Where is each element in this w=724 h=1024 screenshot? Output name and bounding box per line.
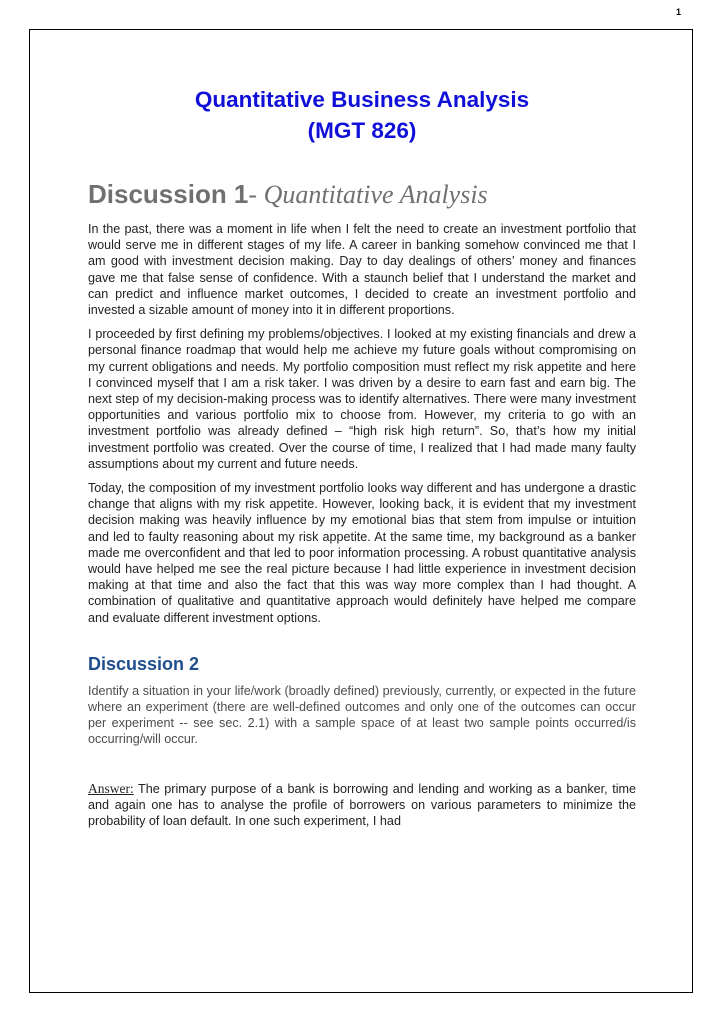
discussion1-heading-text: Discussion 1 <box>88 179 249 209</box>
discussion1-paragraph-1: In the past, there was a moment in life when I felt the need to create an investment portfolio that would serve me in different stages of my life. A career in banking somehow convinced me that I am good with investment decision making. Day to day dealings of others’ money and finances gave me that false sense of confidence. With a staunch belief that I understand the market and can predict and influence market outcomes, I decided to create an investment portfolio and invested a sizable amount of money into it in different proportions. <box>88 222 636 318</box>
discussion1-heading <box>88 179 636 210</box>
discussion1-subheading: - Quantitative Analysis <box>248 180 488 209</box>
document-body <box>88 84 636 829</box>
document-title-line1: Quantitative Business Analysis <box>194 87 530 112</box>
discussion2-heading: Discussion 2 <box>88 653 200 674</box>
answer-text: The primary purpose of a bank is borrowing and lending and working as a banker, time and again one has to analyse the profile of borrowers on various parameters to minimize the probability of loan default. In one such experiment, I had <box>88 781 636 829</box>
answer-label: Answer: <box>88 780 134 796</box>
discussion2-question: Identify a situation in your life/work (broadly defined) previously, currently, or expected in the future where an experiment (there are well-defined outcomes and only one of the outcomes can occur per experiment -- see sec. 2.1) with a sample space of at least two sample points occurred/is occurring/will occur. <box>88 683 636 747</box>
discussion2-answer <box>88 781 636 830</box>
document-title-line2: (MGT 826) <box>307 118 417 143</box>
discussion1-paragraph-2: I proceeded by first defining my problems/objectives. I looked at my existing financials and drew a personal finance roadmap that would help me achieve my future goals without compromising on my current obligations and needs. My portfolio composition must reflect my risk appetite and here I convinced myself that I am a risk taker. I was driven by a desire to earn fast and earn big. The next step of my decision-making process was to identify alternatives. There were many investment opportunities and various portfolio mix to choose from. However, my criteria to go with an investment portfolio was already defined – “high risk high return”. So, that’s how my initial investment portfolio was created. Over the course of time, I realized that I had made many faulty assumptions about my current and future needs. <box>88 327 636 471</box>
page-number: 1 <box>675 7 681 17</box>
discussion1-paragraph-3: Today, the composition of my investment portfolio looks way different and has undergone a drastic change that aligns with my risk appetite. However, looking back, it is evident that my investment decision making was heavily influence by my emotional bias that stem from impulse or intuition and led to faulty reasoning about my risk appetite. At the same time, my background as a banker made me overconfident and that led to poor information processing. A robust quantitative analysis would have helped me see the real picture because I had little experience in investment decision making at that time and also the fact that this was way more complex than I had thought. A combination of qualitative and quantitative approach would definitely have helped me compare and evaluate different investment options. <box>88 481 636 625</box>
document-title <box>88 84 636 146</box>
